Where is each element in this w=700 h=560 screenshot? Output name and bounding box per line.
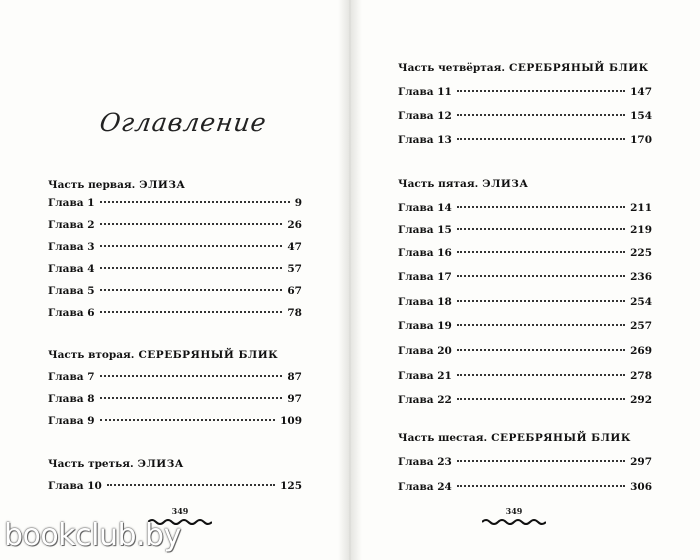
toc-line[interactable] (48, 285, 302, 301)
page-number: 9 (294, 197, 302, 209)
toc-line[interactable] (398, 320, 652, 336)
part-label: Часть четвёртая. (398, 62, 505, 74)
dot-leader (457, 228, 625, 230)
site-watermark: bookclub.by (4, 518, 181, 553)
dot-leader (100, 223, 283, 225)
chapter-label: Глава 6 (48, 307, 95, 319)
toc-line[interactable] (398, 202, 652, 218)
toc-title: Оглавление (97, 108, 269, 137)
page-number: 211 (630, 202, 652, 214)
toc-line[interactable] (48, 197, 302, 213)
chapter-label: Глава 15 (398, 224, 452, 236)
dot-leader (457, 300, 625, 302)
page-number: 97 (287, 393, 302, 405)
part-name: СЕРЕБРЯНЫЙ БЛИК (138, 349, 279, 361)
toc-line[interactable] (398, 456, 652, 472)
chapter-label: Глава 22 (398, 394, 452, 406)
dot-leader (100, 267, 283, 269)
toc-line[interactable] (398, 86, 652, 102)
part-label: Часть пятая. (398, 178, 479, 190)
part-heading (398, 62, 649, 74)
chapter-label: Глава 18 (398, 296, 452, 308)
page-number: 269 (630, 345, 652, 357)
dot-leader (100, 245, 283, 247)
toc-line[interactable] (398, 224, 652, 240)
toc-line[interactable] (48, 263, 302, 279)
dot-leader (457, 398, 625, 400)
toc-line[interactable] (398, 271, 652, 287)
part-label: Часть третья. (48, 458, 134, 470)
page-number: 67 (287, 285, 302, 297)
chapter-label: Глава 23 (398, 456, 452, 468)
page-number: 278 (630, 370, 652, 382)
chapter-label: Глава 8 (48, 393, 95, 405)
page-number: 225 (630, 247, 652, 259)
chapter-label: Глава 7 (48, 371, 95, 383)
part-heading (48, 458, 184, 470)
dot-leader (100, 419, 276, 421)
toc-line[interactable] (48, 480, 302, 496)
dot-leader (457, 206, 625, 208)
chapter-label: Глава 24 (398, 481, 452, 493)
dot-leader (457, 349, 625, 351)
page-number: 170 (630, 134, 652, 146)
page-number: 47 (287, 241, 302, 253)
part-name: ЭЛИЗА (137, 458, 184, 470)
toc-line[interactable] (48, 393, 302, 409)
dot-leader (457, 324, 625, 326)
toc-line[interactable] (48, 241, 302, 257)
part-label: Часть шестая. (398, 432, 488, 444)
page-folio: 349 (505, 506, 523, 516)
dot-leader (457, 275, 625, 277)
chapter-label: Глава 11 (398, 86, 452, 98)
chapter-label: Глава 2 (48, 219, 95, 231)
page-number: 306 (630, 481, 652, 493)
chapter-label: Глава 19 (398, 320, 452, 332)
dot-leader (457, 251, 625, 253)
toc-line[interactable] (398, 296, 652, 312)
wave-ornament (482, 518, 546, 526)
page-number: 78 (287, 307, 302, 319)
toc-line[interactable] (48, 219, 302, 235)
part-name: ЭЛИЗА (139, 179, 186, 191)
chapter-label: Глава 16 (398, 247, 452, 259)
part-heading (48, 349, 278, 361)
page-number: 257 (630, 320, 652, 332)
chapter-label: Глава 20 (398, 345, 452, 357)
part-heading (48, 179, 185, 191)
dot-leader (457, 460, 625, 462)
left-page (0, 0, 346, 560)
dot-leader (457, 374, 625, 376)
chapter-label: Глава 12 (398, 110, 452, 122)
toc-line[interactable] (398, 345, 652, 361)
chapter-label: Глава 21 (398, 370, 452, 382)
part-label: Часть вторая. (48, 349, 135, 361)
part-name: СЕРЕБРЯНЫЙ БЛИК (491, 432, 631, 444)
dot-leader (100, 201, 290, 203)
page-number: 236 (630, 271, 652, 283)
book-gutter (338, 0, 362, 560)
part-name: СЕРЕБРЯНЫЙ БЛИК (508, 62, 649, 74)
dot-leader (100, 375, 283, 377)
dot-leader (100, 289, 283, 291)
chapter-label: Глава 9 (48, 415, 95, 427)
dot-leader (457, 114, 625, 116)
toc-line[interactable] (48, 415, 302, 431)
page-number: 254 (630, 296, 652, 308)
toc-line[interactable] (48, 307, 302, 323)
page-number: 219 (630, 224, 652, 236)
dot-leader (457, 485, 625, 487)
toc-line[interactable] (48, 371, 302, 387)
dot-leader (457, 138, 625, 140)
page-folio: 349 (171, 506, 189, 516)
page-number: 147 (630, 86, 652, 98)
toc-line[interactable] (398, 134, 652, 150)
chapter-label: Глава 1 (48, 197, 95, 209)
chapter-label: Глава 14 (398, 202, 452, 214)
dot-leader (457, 90, 625, 92)
toc-line[interactable] (398, 110, 652, 126)
chapter-label: Глава 4 (48, 263, 95, 275)
page-number: 109 (280, 415, 302, 427)
toc-line[interactable] (398, 394, 652, 410)
page-number: 87 (287, 371, 302, 383)
part-heading (398, 432, 631, 444)
toc-line[interactable] (398, 247, 652, 263)
dot-leader (100, 311, 283, 313)
dot-leader (107, 484, 275, 486)
page-number: 154 (630, 110, 652, 122)
page-number: 125 (280, 480, 302, 492)
chapter-label: Глава 13 (398, 134, 452, 146)
part-label: Часть первая. (48, 179, 136, 191)
part-heading (398, 178, 528, 190)
toc-line[interactable] (398, 370, 652, 386)
chapter-label: Глава 3 (48, 241, 95, 253)
part-name: ЭЛИЗА (482, 178, 529, 190)
chapter-label: Глава 17 (398, 271, 452, 283)
chapter-label: Глава 10 (48, 480, 102, 492)
toc-line[interactable] (398, 481, 652, 497)
page-number: 292 (630, 394, 652, 406)
page-number: 26 (287, 219, 302, 231)
chapter-label: Глава 5 (48, 285, 95, 297)
page-number: 297 (630, 456, 652, 468)
page-number: 57 (287, 263, 302, 275)
dot-leader (100, 397, 283, 399)
